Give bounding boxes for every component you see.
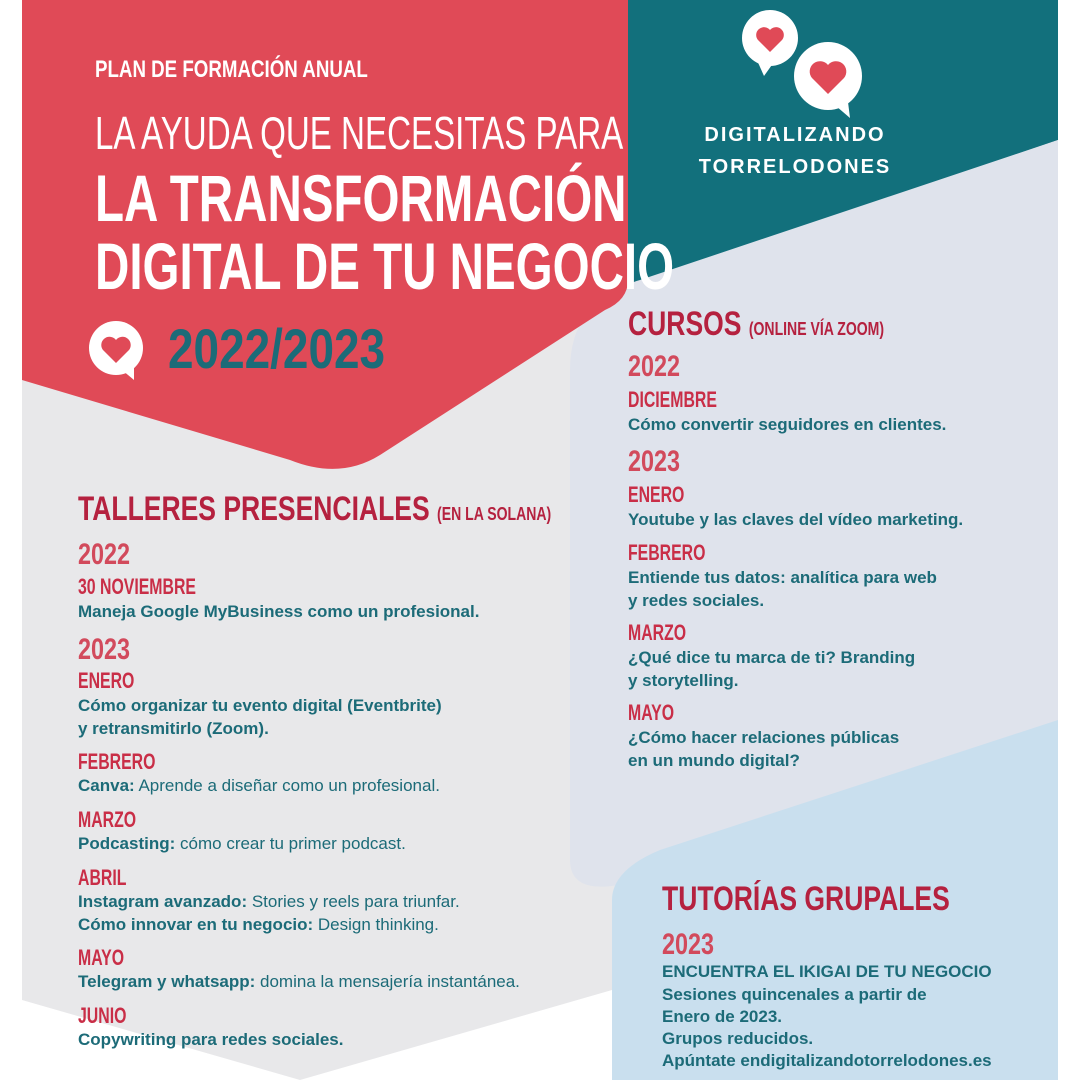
talleres-month-nov: 30 NOVIEMBRE [78, 574, 196, 599]
talleres-desc-marzo: Podcasting: cómo crear tu primer podcast. [78, 834, 406, 853]
cursos-month-mayo: MAYO [628, 700, 675, 725]
headline-2: LA TRANSFORMACIÓN [95, 161, 627, 235]
tutorias-line-2: Sesiones quincenales a partir de [662, 985, 927, 1004]
talleres-year-2023: 2023 [78, 633, 131, 666]
talleres-month-febrero: FEBRERO [78, 749, 156, 774]
talleres-desc-mayo: Telegram y whatsapp: domina la mensajería instantánea. [78, 972, 520, 991]
talleres-year-2022: 2022 [78, 538, 131, 571]
cursos-desc-febrero: Entiende tus datos: analítica para web y redes sociales. [628, 568, 937, 610]
cursos-desc-mayo: ¿Cómo hacer relaciones públicas en un mundo digital? [628, 728, 900, 770]
tutorias-line-3: Enero de 2023. [662, 1007, 783, 1026]
headline-1: LA AYUDA QUE NECESITAS PARA [95, 107, 624, 159]
talleres-month-enero: ENERO [78, 668, 135, 693]
cursos-title: CURSOS (ONLINE VÍA ZOOM) [628, 305, 885, 343]
tutorias-title: TUTORÍAS GRUPALES [662, 880, 950, 918]
tutorias-line-1: ENCUENTRA EL IKIGAI DE TU NEGOCIO [662, 962, 992, 981]
tutorias-year: 2023 [662, 928, 715, 961]
years: 2022/2023 [168, 317, 386, 380]
kicker: PLAN DE FORMACIÓN ANUAL [95, 56, 368, 83]
cursos-month-febrero: FEBRERO [628, 540, 706, 565]
cursos-month-enero: ENERO [628, 482, 685, 507]
cursos-year-2022: 2022 [628, 350, 681, 383]
heart-bubble-icon [88, 320, 146, 380]
tutorias-line-4: Grupos reducidos. [662, 1029, 814, 1048]
talleres-desc-abril: Instagram avanzado: Stories y reels para triunfar. Cómo innovar en tu negocio: Design thinking. [78, 892, 460, 934]
talleres-desc-nov: Maneja Google MyBusiness como un profesional. [78, 602, 480, 621]
talleres-desc-enero: Cómo organizar tu evento digital (Eventbrite) y retransmitirlo (Zoom). [78, 696, 442, 738]
headline-3: DIGITAL DE TU NEGOCIO [95, 229, 675, 303]
cursos-month-marzo: MARZO [628, 620, 687, 645]
talleres-month-mayo: MAYO [78, 945, 125, 970]
talleres-title: TALLERES PRESENCIALES (EN LA SOLANA) [78, 490, 552, 528]
brand-line-1: DIGITALIZANDO [704, 124, 886, 146]
heart-speech-bubble-icon [740, 6, 870, 118]
cursos-desc-diciembre: Cómo convertir seguidores en clientes. [628, 415, 947, 434]
brand-line-2: TORRELODONES [698, 156, 892, 178]
talleres-month-junio: JUNIO [78, 1003, 127, 1028]
talleres-month-marzo: MARZO [78, 807, 137, 832]
cursos-month-diciembre: DICIEMBRE [628, 387, 717, 412]
cursos-desc-enero: Youtube y las claves del vídeo marketing. [628, 510, 964, 529]
talleres-desc-junio: Copywriting para redes sociales. [78, 1030, 344, 1049]
cursos-year-2023: 2023 [628, 445, 681, 478]
talleres-desc-febrero: Canva: Aprende a diseñar como un profesional. [78, 776, 440, 795]
talleres-month-abril: ABRIL [78, 865, 127, 890]
tutorias-line-5: Apúntate endigitalizandotorrelodones.es [662, 1051, 992, 1070]
cursos-desc-marzo: ¿Qué dice tu marca de ti? Branding y storytelling. [628, 648, 916, 690]
